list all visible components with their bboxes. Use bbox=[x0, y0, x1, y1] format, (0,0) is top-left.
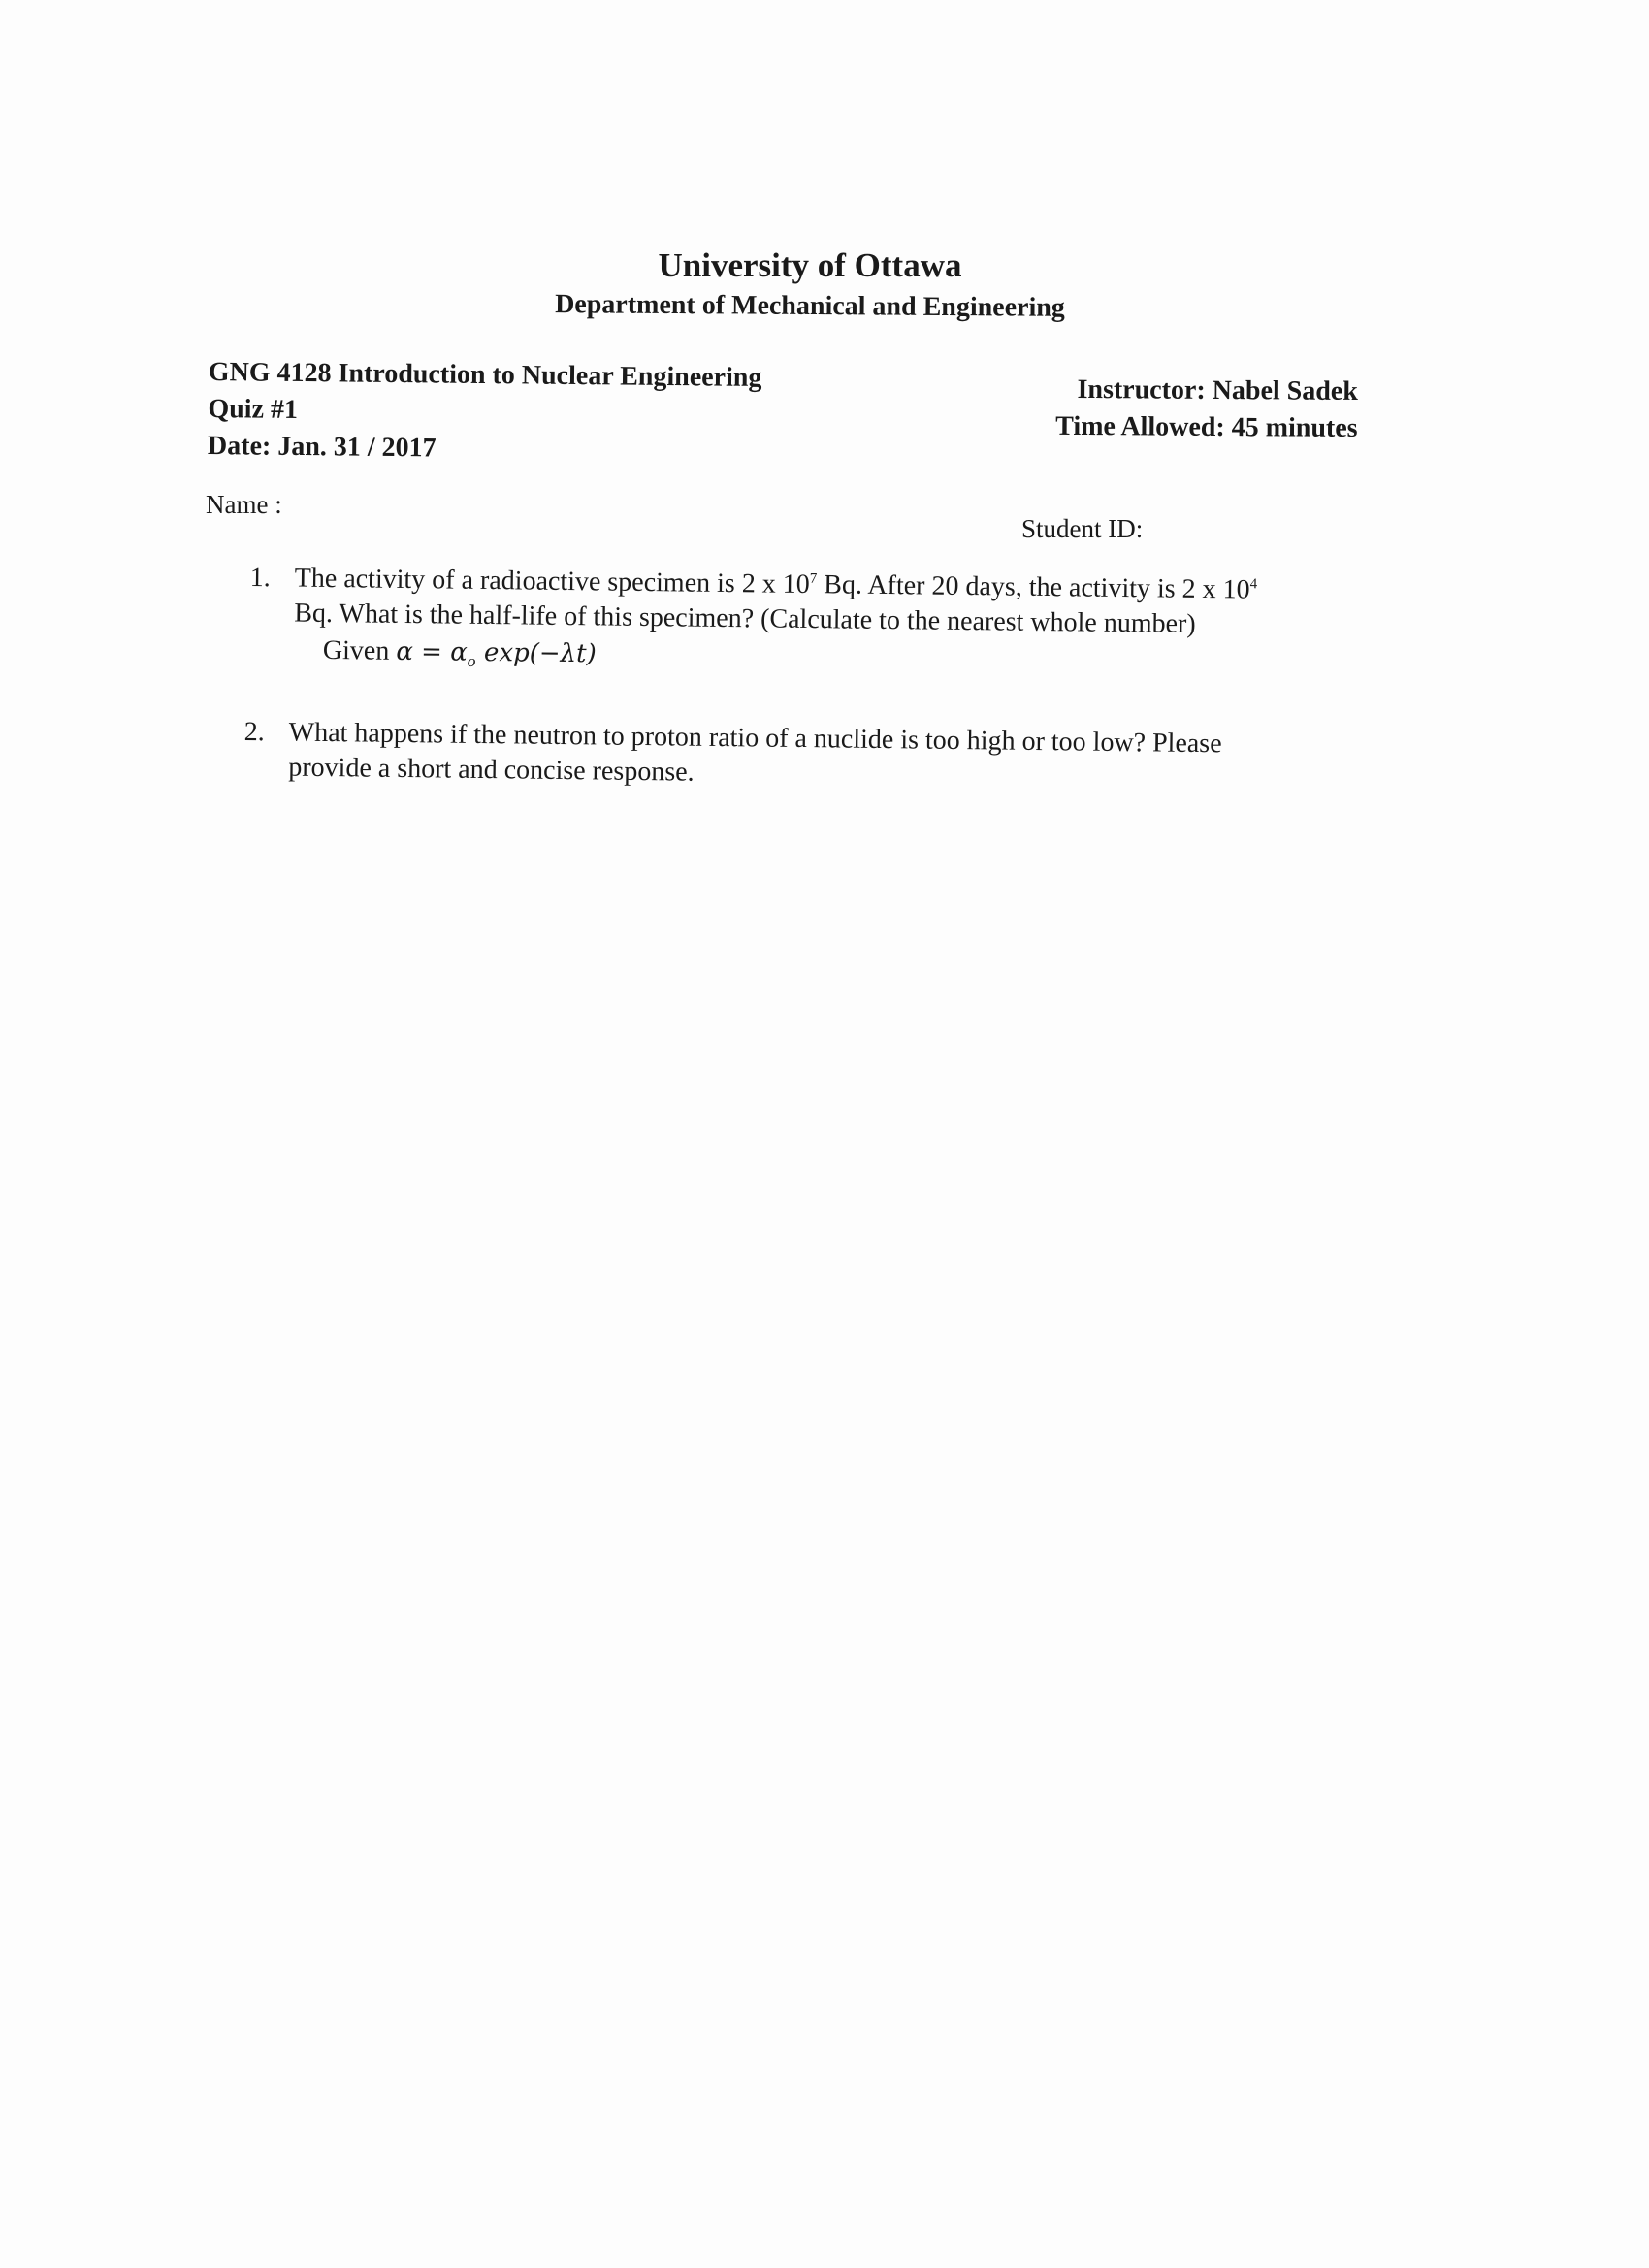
formula-subscript: o bbox=[467, 652, 476, 671]
student-id-field-label: Student ID: bbox=[1021, 514, 1144, 543]
question-1-text-b: Bq. After 20 days, the activity is 2 x 10 bbox=[817, 569, 1250, 605]
quiz-date: Date: Jan. 31 / 2017 bbox=[207, 430, 436, 464]
instructor-name: Instructor: Nabel Sadek bbox=[1077, 373, 1358, 406]
formula-lhs: α = α bbox=[396, 636, 468, 667]
question-1-number: 1. bbox=[249, 562, 271, 594]
exponent-2: 4 bbox=[1249, 576, 1258, 593]
question-2-number: 2. bbox=[243, 716, 265, 748]
quiz-number: Quiz #1 bbox=[208, 393, 299, 425]
exponent-1: 7 bbox=[809, 570, 818, 587]
course-info bbox=[208, 354, 762, 470]
question-2-line-2: provide a short and concise response. bbox=[288, 752, 695, 788]
question-1-text-a: The activity of a radioactive specimen is 2 x 10 bbox=[294, 563, 810, 600]
question-2-line-1: What happens if the neutron to proton ratio of a nuclide is too high or too low? Please bbox=[288, 717, 1222, 760]
time-allowed: Time Allowed: 45 minutes bbox=[1055, 410, 1358, 443]
instructor-info bbox=[1008, 371, 1358, 447]
course-title: GNG 4128 Introduction to Nuclear Engineering bbox=[208, 356, 762, 393]
question-2-body bbox=[288, 716, 1222, 797]
formula-rhs: exp(−λt) bbox=[475, 637, 597, 669]
question-1-body bbox=[294, 562, 1258, 689]
given-label: Given bbox=[322, 634, 390, 666]
department-title: Department of Mechanical and Engineering bbox=[555, 289, 1065, 323]
question-1-line-2: Bq. What is the half-life of this specimen? (Calculate to the nearest whole number) bbox=[294, 598, 1196, 639]
given-formula-line bbox=[294, 633, 1257, 689]
university-title: University of Ottawa bbox=[658, 246, 962, 284]
name-field-label: Name : bbox=[206, 490, 282, 519]
decay-formula bbox=[396, 637, 597, 669]
